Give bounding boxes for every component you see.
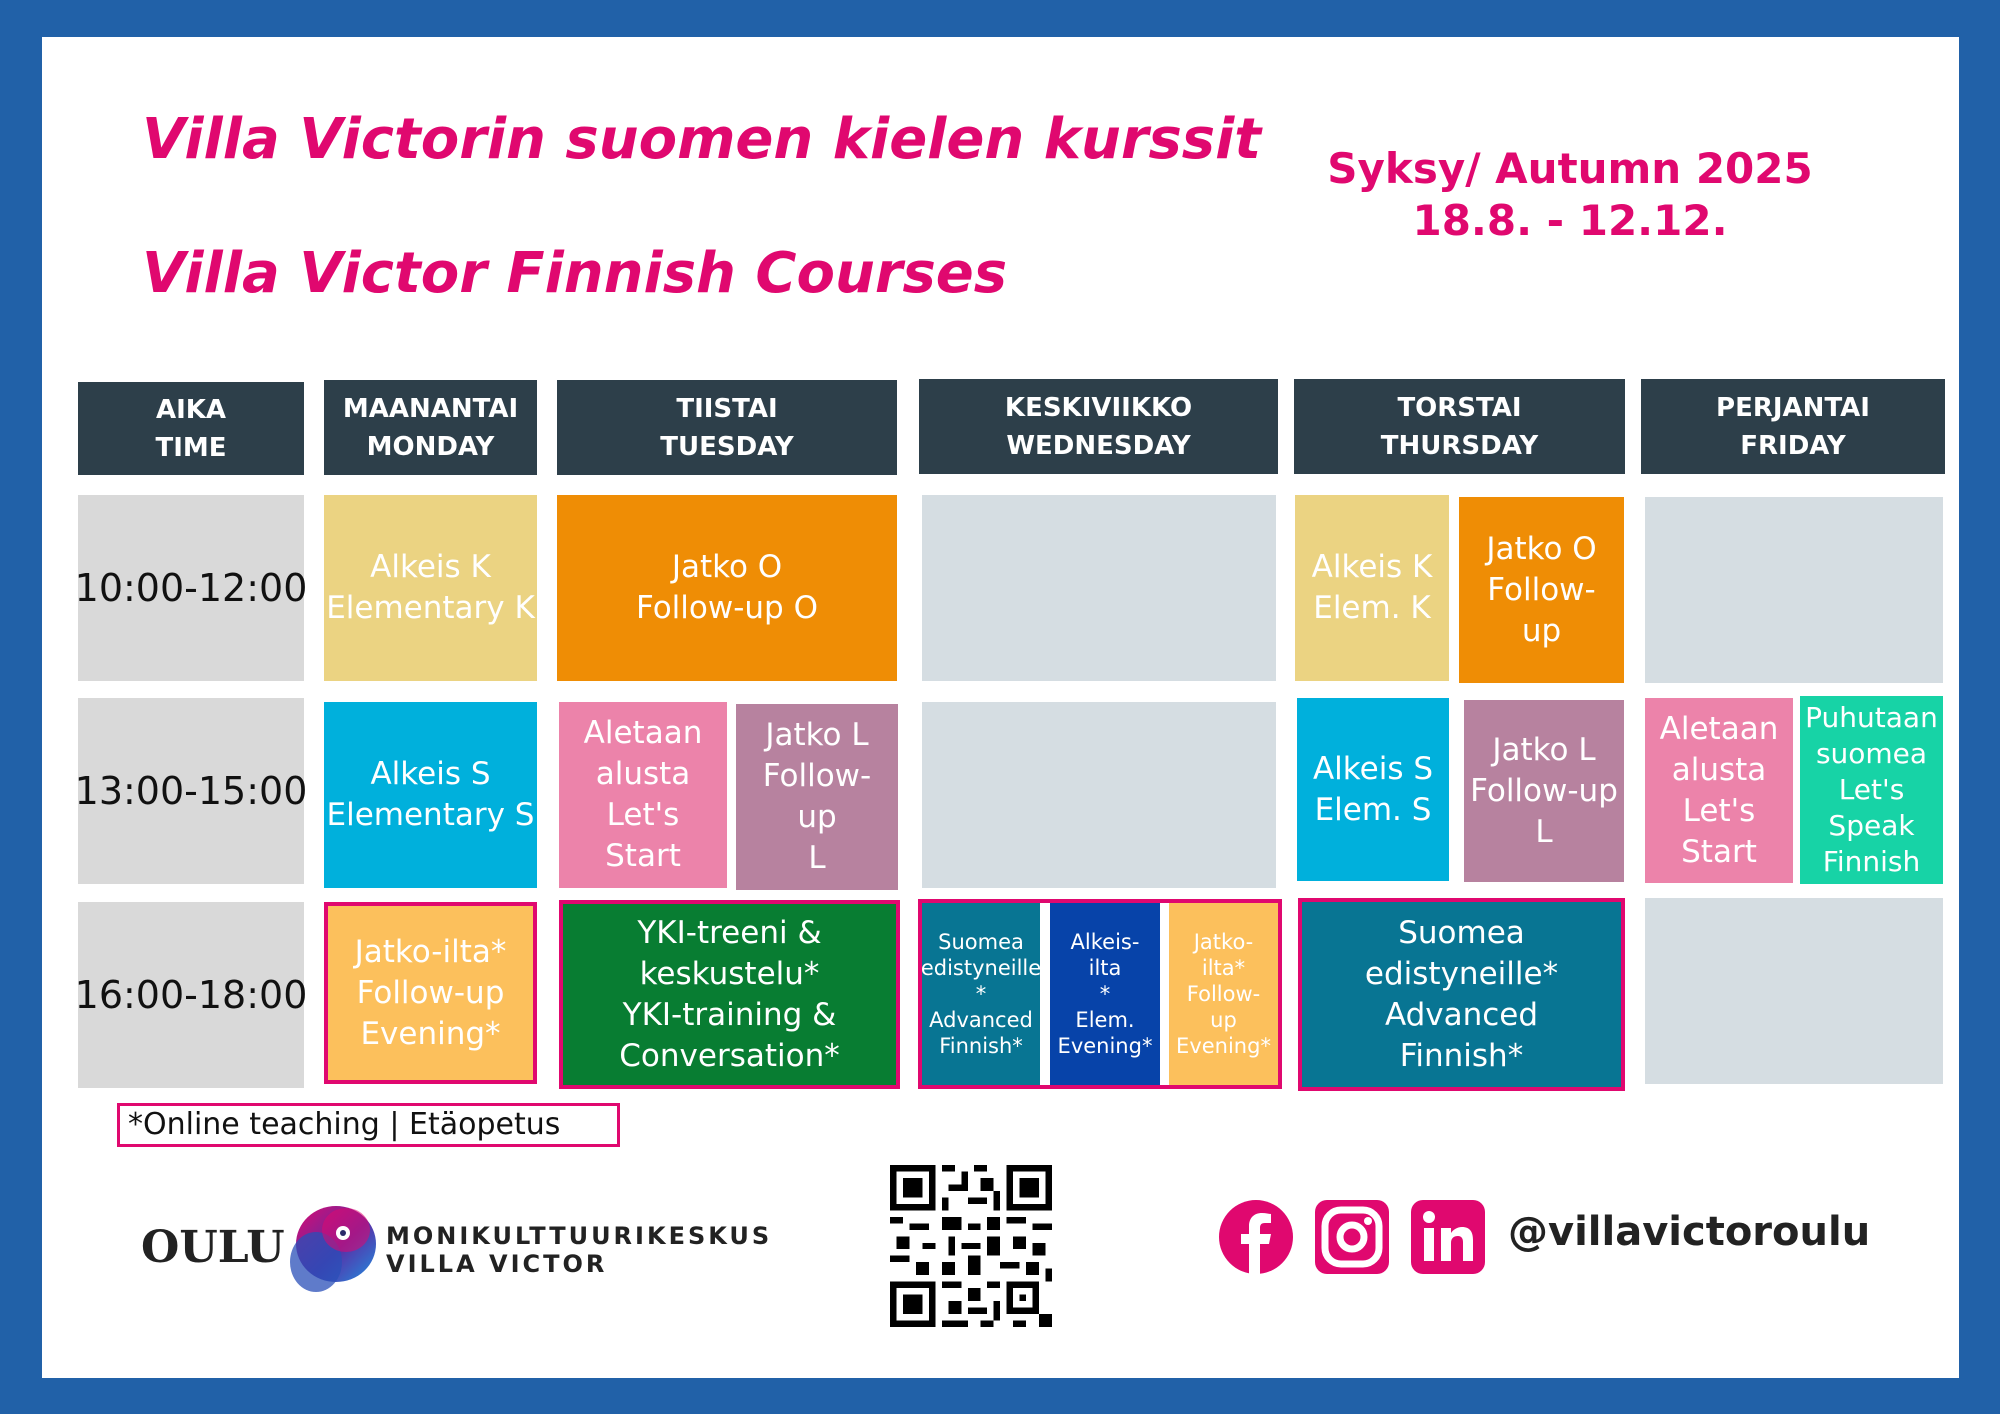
header-friday: PERJANTAI FRIDAY bbox=[1641, 379, 1945, 474]
linkedin-icon[interactable] bbox=[1411, 1200, 1485, 1274]
time-slot-2: 13:00-15:00 bbox=[78, 698, 304, 884]
class-alkeis-s-monday[interactable]: Alkeis S Elementary S bbox=[324, 702, 537, 888]
social-handle[interactable]: @villavictoroulu bbox=[1508, 1209, 1871, 1255]
villa-victor-logo-icon bbox=[288, 1200, 378, 1295]
class-jatko-l-thursday[interactable]: Jatko L Follow-up L bbox=[1464, 700, 1624, 882]
empty-slot-friday-evening bbox=[1645, 898, 1943, 1084]
class-alkeis-ilta-wednesday[interactable]: Alkeis- ilta * Elem. Evening* bbox=[1050, 903, 1160, 1085]
oulu-logo-text: OULU bbox=[141, 1222, 285, 1273]
time-slot-1: 10:00-12:00 bbox=[78, 495, 304, 681]
empty-slot-wednesday-pm bbox=[922, 702, 1276, 888]
season-label: Syksy/ Autumn 2025 bbox=[1327, 144, 1813, 193]
season-dates: 18.8. - 12.12. bbox=[1412, 196, 1728, 245]
header-tuesday: TIISTAI TUESDAY bbox=[557, 380, 897, 475]
empty-slot-friday-am bbox=[1645, 497, 1943, 683]
class-puhutaan-suomea-friday[interactable]: Puhutaan suomea Let's Speak Finnish bbox=[1800, 696, 1943, 884]
class-alkeis-k-monday[interactable]: Alkeis K Elementary K bbox=[324, 495, 537, 681]
class-jatko-ilta-monday[interactable]: Jatko-ilta* Follow-up Evening* bbox=[324, 902, 537, 1084]
class-suomea-edistyneille-wednesday[interactable]: Suomea edistyneille * Advanced Finnish* bbox=[922, 903, 1040, 1085]
qr-code[interactable] bbox=[890, 1165, 1052, 1327]
class-jatko-o-thursday[interactable]: Jatko O Follow- up bbox=[1459, 497, 1624, 683]
class-jatko-ilta-wednesday[interactable]: Jatko- ilta* Follow- up Evening* bbox=[1169, 903, 1278, 1085]
facebook-icon[interactable] bbox=[1219, 1200, 1293, 1274]
class-aletaan-alusta-tuesday[interactable]: Aletaan alusta Let's Start bbox=[559, 702, 727, 888]
header-thursday: TORSTAI THURSDAY bbox=[1294, 379, 1625, 474]
season-block bbox=[1270, 143, 1870, 247]
empty-slot-wednesday-am bbox=[922, 495, 1276, 681]
online-teaching-note: *Online teaching | Etäopetus bbox=[117, 1103, 620, 1147]
class-alkeis-k-thursday[interactable]: Alkeis K Elem. K bbox=[1295, 495, 1449, 681]
header-monday: MAANANTAI MONDAY bbox=[324, 380, 537, 475]
class-suomea-edistyneille-thursday[interactable]: Suomea edistyneille* Advanced Finnish* bbox=[1298, 898, 1625, 1091]
time-slot-3: 16:00-18:00 bbox=[78, 902, 304, 1088]
instagram-icon[interactable] bbox=[1315, 1200, 1389, 1274]
class-jatko-l-tuesday[interactable]: Jatko L Follow- up L bbox=[736, 704, 898, 890]
title-english: Villa Victor Finnish Courses bbox=[142, 241, 1008, 306]
class-alkeis-s-thursday[interactable]: Alkeis S Elem. S bbox=[1297, 698, 1449, 881]
organization-name: MONIKULTTUURIKESKUS VILLA VICTOR bbox=[386, 1222, 773, 1278]
header-wednesday: KESKIVIIKKO WEDNESDAY bbox=[919, 379, 1278, 474]
title-finnish: Villa Victorin suomen kielen kurssit bbox=[142, 107, 1262, 172]
class-aletaan-alusta-friday[interactable]: Aletaan alusta Let's Start bbox=[1645, 698, 1793, 883]
class-jatko-o-tuesday[interactable]: Jatko O Follow-up O bbox=[557, 495, 897, 681]
class-yki-treeni-tuesday[interactable]: YKI-treeni & keskustelu* YKI-training & Conversation* bbox=[559, 900, 900, 1089]
header-time: AIKA TIME bbox=[78, 382, 304, 475]
